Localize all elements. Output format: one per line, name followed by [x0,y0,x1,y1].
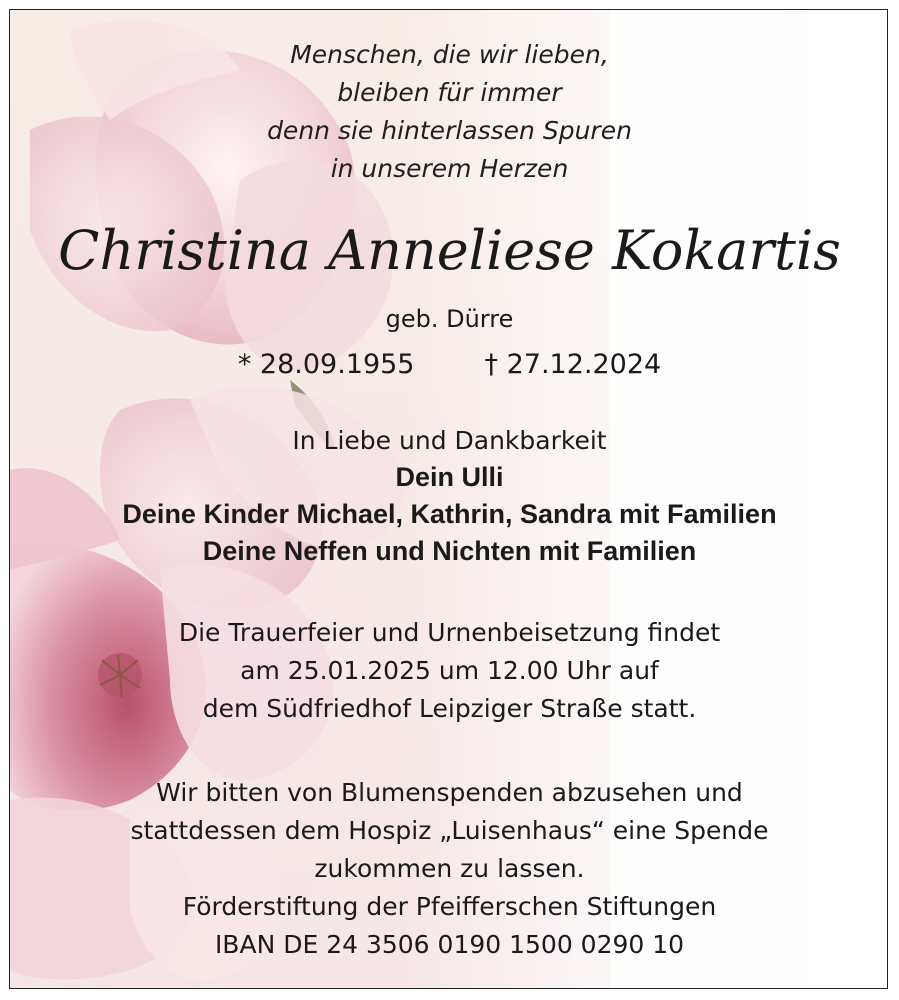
donation-line: stattdessen dem Hospiz „Luisenhaus“ eine Spende [130,816,769,845]
ceremony-line: dem Südfriedhof Leipziger Straße statt. [202,694,697,723]
ceremony-info [10,614,888,728]
birth-name: geb. Dürre [385,305,514,333]
notice-content [10,10,888,989]
motto-line: denn sie hinterlassen Spuren [267,116,632,145]
mourner-line: Deine Neffen und Nichten mit Familien [202,536,697,566]
ceremony-line: Die Trauerfeier und Urnenbeisetzung findet [178,618,721,647]
memorial-motto [10,36,888,188]
deceased-name: Christina Anneliese Kokartis [58,219,841,282]
motto-line: Menschen, die wir lieben, [290,40,609,69]
motto-line: in unserem Herzen [330,154,569,183]
motto-line: bleiben für immer [337,78,562,107]
mourners-intro: In Liebe und Dankbarkeit [292,426,607,455]
mourner-line: Dein Ulli [395,462,504,492]
donation-line: zukommen zu lassen. [314,854,585,883]
donation-info [10,774,888,964]
obituary-notice [9,9,888,989]
mourners-block [10,422,888,570]
donation-line: Wir bitten von Blumenspenden abzusehen und [156,778,743,807]
ceremony-line: am 25.01.2025 um 12.00 Uhr auf [240,656,659,685]
birth-date: * 28.09.1955 [237,349,415,380]
mourner-line: Deine Kinder Michael, Kathrin, Sandra mit Familien [122,499,777,529]
life-dates [10,346,888,384]
donation-iban: IBAN DE 24 3506 0190 1500 0290 10 [214,930,685,959]
death-date: † 27.12.2024 [484,349,662,380]
donation-recipient: Förderstiftung der Pfeifferschen Stiftungen [182,892,717,921]
